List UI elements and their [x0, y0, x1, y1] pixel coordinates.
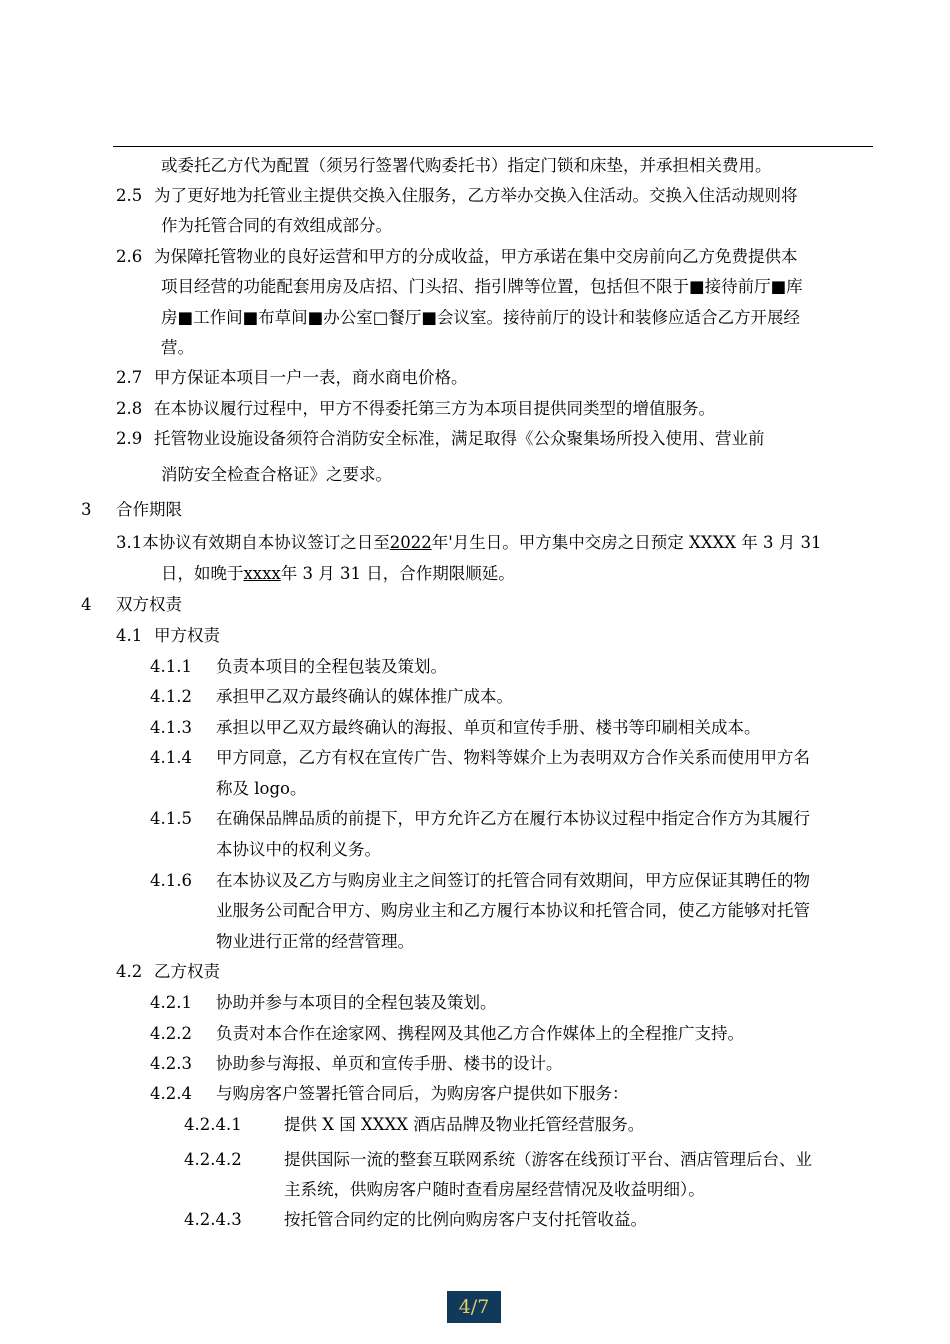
clause-text: 协助参与海报、单页和宣传手册、楼书的设计。: [216, 1054, 563, 1073]
clause-number: 3.1: [116, 533, 143, 552]
clause-text: 年 3 月 31 日，合作期限顺延。: [280, 564, 515, 583]
clause-4-1-6: [150, 871, 810, 891]
clause-text: 为了更好地为托管业主提供交换入住服务，乙方举办交换入住活动。交换入住活动规则将: [154, 186, 798, 205]
clause-text: 按托管合同约定的比例向购房客户支付托管收益。: [284, 1210, 647, 1229]
continuation-text: 或委托乙方代为配置（须另行签署代购委托书）指定门锁和床垫，并承担相关费用。: [161, 156, 772, 175]
clause-2-8: [116, 399, 715, 419]
clause-4-2-1: [150, 993, 497, 1013]
clause-4-2-4: [150, 1084, 629, 1104]
clause-number: 4.1.2: [150, 687, 192, 706]
clause-text: 本协议有效期自本协议签订之日至: [142, 533, 390, 552]
clause-text: 为保障托管物业的良好运营和甲方的分成收益，甲方承诺在集中交房前向乙方免费提供本: [154, 247, 798, 266]
clause-number: 4.1.4: [150, 748, 192, 767]
clause-text: 协助并参与本项目的全程包装及策划。: [216, 993, 497, 1012]
year-underlined: 2022: [389, 533, 432, 552]
header-rule: [113, 146, 873, 147]
clause-2-9-cont: 消防安全检查合格证》之要求。: [161, 465, 392, 484]
clause-text: 负责本项目的全程包装及策划。: [216, 657, 447, 676]
clause-4-1-6-cont: 业服务公司配合甲方、购房业主和乙方履行本协议和托管合同，使乙方能够对托管: [216, 901, 810, 920]
clause-text: 甲方保证本项目一户一表，商水商电价格。: [154, 368, 468, 387]
clause-4-2-4-3: [184, 1210, 647, 1230]
clause-number: 4.2.4.3: [184, 1210, 242, 1229]
section-title: 双方权责: [116, 595, 182, 614]
clause-4-2-4-2: [184, 1150, 812, 1170]
clause-text: 年'月生日。甲方集中交房之日预定 XXXX 年 3 月 31: [431, 533, 822, 552]
section-number: 4: [81, 595, 92, 614]
section-title: 合作期限: [116, 500, 182, 519]
subsection-number: 4.2: [116, 962, 143, 981]
year-placeholder-underlined: xxxx: [243, 564, 281, 583]
clause-text: 承担以甲乙双方最终确认的海报、单页和宣传手册、楼书等印刷相关成本。: [216, 718, 761, 737]
clause-text: 在本协议及乙方与购房业主之间签订的托管合同有效期间，甲方应保证其聘任的物: [216, 871, 810, 890]
section-number: 3: [81, 500, 92, 519]
clause-text: 提供国际一流的整套互联网系统（游客在线预订平台、酒店管理后台、业: [284, 1150, 812, 1169]
clause-4-2-4-1: [184, 1115, 644, 1135]
clause-number: 2.7: [116, 368, 143, 387]
clause-2-6-cont: 营。: [161, 338, 194, 357]
clause-number: 4.1.6: [150, 871, 192, 890]
clause-number: 4.1.5: [150, 809, 192, 828]
clause-3-1-cont: [161, 564, 515, 584]
clause-2-5-cont: 作为托管合同的有效组成部分。: [161, 216, 392, 235]
subsection-number: 4.1: [116, 626, 143, 645]
clause-4-2-2: [150, 1024, 744, 1044]
clause-number: 4.2.4.2: [184, 1150, 242, 1169]
section-4-heading: [81, 595, 182, 615]
clause-4-1-3: [150, 718, 761, 738]
subsection-4-2-heading: [116, 962, 220, 982]
clause-3-1: [116, 533, 822, 553]
subsection-4-1-heading: [116, 626, 220, 646]
clause-number: 2.6: [116, 247, 143, 266]
clause-4-1-2: [150, 687, 513, 707]
clause-4-1-5-cont: 本协议中的权利义务。: [216, 840, 381, 859]
clause-2-6: [116, 247, 798, 267]
clause-text: 提供 X 国 XXXX 酒店品牌及物业托管经营服务。: [284, 1115, 645, 1134]
clause-text: 承担甲乙双方最终确认的媒体推广成本。: [216, 687, 513, 706]
clause-4-2-3: [150, 1054, 563, 1074]
clause-text: 在本协议履行过程中，甲方不得委托第三方为本项目提供同类型的增值服务。: [154, 399, 715, 418]
clause-2-9: [116, 429, 765, 449]
page-number: 4/7: [447, 1291, 501, 1323]
clause-number: 4.2.4.1: [184, 1115, 242, 1134]
clause-text: 负责对本合作在途家网、携程网及其他乙方合作媒体上的全程推广支持。: [216, 1024, 744, 1043]
clause-number: 4.2.3: [150, 1054, 192, 1073]
clause-4-2-4-2-cont: 主系统，供购房客户随时查看房屋经营情况及收益明细）。: [284, 1180, 705, 1199]
clause-2-6-cont: 房■工作间■布草间■办公室□餐厅■会议室。接待前厅的设计和装修应适合乙方开展经: [161, 308, 800, 327]
clause-2-5: [116, 186, 798, 206]
clause-4-1-1: [150, 657, 447, 677]
subsection-title: 甲方权责: [154, 626, 220, 645]
clause-text: 与购房客户签署托管合同后，为购房客户提供如下服务：: [216, 1084, 629, 1103]
clause-number: 4.2.1: [150, 993, 192, 1012]
clause-number: 2.9: [116, 429, 143, 448]
clause-text: 甲方同意，乙方有权在宣传广告、物料等媒介上为表明双方合作关系而使用甲方名: [216, 748, 810, 767]
clause-number: 4.2.2: [150, 1024, 192, 1043]
clause-4-1-5: [150, 809, 810, 829]
clause-4-1-6-cont: 物业进行正常的经营管理。: [216, 932, 414, 951]
clause-number: 2.5: [116, 186, 143, 205]
clause-number: 2.8: [116, 399, 143, 418]
section-3-heading: [81, 500, 182, 520]
clause-2-7: [116, 368, 468, 388]
clause-text: 日，如晚于: [161, 564, 244, 583]
clause-2-6-cont: 项目经营的功能配套用房及店招、门头招、指引牌等位置，包括但不限于■接待前厅■库: [161, 277, 803, 296]
clause-number: 4.1.3: [150, 718, 192, 737]
clause-4-1-4: [150, 748, 810, 768]
clause-4-1-4-cont: 称及 logo。: [216, 779, 307, 798]
clause-number: 4.2.4: [150, 1084, 192, 1103]
clause-number: 4.1.1: [150, 657, 192, 676]
clause-text: 托管物业设施设备须符合消防安全标准，满足取得《公众聚集场所投入使用、营业前: [154, 429, 765, 448]
clause-text: 在确保品牌品质的前提下，甲方允许乙方在履行本协议过程中指定合作方为其履行: [216, 809, 810, 828]
subsection-title: 乙方权责: [154, 962, 220, 981]
